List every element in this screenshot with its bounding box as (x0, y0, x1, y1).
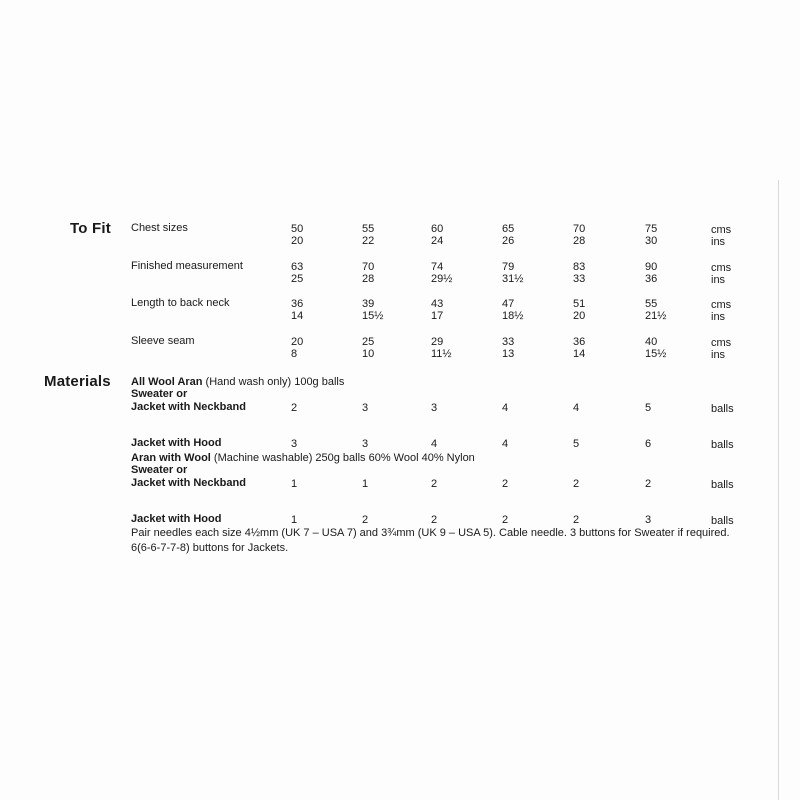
cms-value: 36 (573, 336, 586, 348)
cms-value: 90 (645, 261, 658, 273)
unit-ins: ins (711, 311, 726, 323)
cms-value: 51 (573, 298, 586, 310)
balls-value: 1 (291, 514, 298, 526)
balls-value: 2 (502, 478, 509, 490)
balls-value: 2 (573, 514, 580, 526)
to-fit-row-label: Sleeve seam (131, 335, 195, 347)
balls-value: 3 (362, 402, 369, 414)
cms-value: 33 (502, 336, 515, 348)
cms-value: 39 (362, 298, 375, 310)
balls-value: 4 (502, 402, 509, 414)
balls-value: 3 (431, 402, 438, 414)
cms-value: 20 (291, 336, 304, 348)
ins-value: 25 (291, 273, 304, 285)
garment-label-line1: Sweater or (131, 464, 188, 476)
unit-balls: balls (711, 479, 734, 491)
garment-label: Jacket with Hood (131, 437, 222, 449)
balls-value: 5 (573, 438, 580, 450)
balls-value: 1 (362, 478, 369, 490)
garment-label: Jacket with Neckband (131, 401, 246, 413)
ins-value: 36 (645, 273, 658, 285)
ins-value: 29½ (431, 273, 453, 285)
balls-value: 3 (291, 438, 298, 450)
materials-heading: Materials (44, 373, 111, 390)
cms-value: 63 (291, 261, 304, 273)
cms-value: 83 (573, 261, 586, 273)
ins-value: 20 (291, 235, 304, 247)
ins-value: 8 (291, 348, 298, 360)
balls-value: 3 (362, 438, 369, 450)
yarn-name: Aran with Wool (131, 452, 211, 464)
yarn-heading (131, 376, 344, 388)
cms-value: 65 (502, 223, 515, 235)
balls-value: 6 (645, 438, 652, 450)
cms-value: 50 (291, 223, 304, 235)
ins-value: 28 (362, 273, 375, 285)
cms-value: 40 (645, 336, 658, 348)
to-fit-row-label: Chest sizes (131, 222, 188, 234)
ins-value: 28 (573, 235, 586, 247)
yarn-description: (Hand wash only) 100g balls (202, 376, 345, 388)
ins-value: 26 (502, 235, 515, 247)
balls-value: 2 (291, 402, 298, 414)
cms-value: 29 (431, 336, 444, 348)
unit-balls: balls (711, 403, 734, 415)
unit-balls: balls (711, 439, 734, 451)
ins-value: 30 (645, 235, 658, 247)
unit-cms: cms (711, 224, 732, 236)
unit-cms: cms (711, 337, 732, 349)
ins-value: 33 (573, 273, 586, 285)
ins-value: 11½ (431, 348, 452, 360)
cms-value: 47 (502, 298, 515, 310)
balls-value: 3 (645, 514, 652, 526)
garment-label: Jacket with Neckband (131, 477, 246, 489)
to-fit-heading: To Fit (70, 220, 111, 237)
to-fit-row-label: Length to back neck (131, 297, 230, 309)
balls-value: 4 (573, 402, 580, 414)
ins-value: 17 (431, 310, 444, 322)
ins-value: 22 (362, 235, 375, 247)
cms-value: 74 (431, 261, 444, 273)
to-fit-row-label: Finished measurement (131, 260, 243, 272)
unit-ins: ins (711, 274, 726, 286)
cms-value: 75 (645, 223, 658, 235)
cms-value: 36 (291, 298, 304, 310)
ins-value: 24 (431, 235, 444, 247)
cms-value: 55 (645, 298, 658, 310)
balls-value: 2 (645, 478, 652, 490)
cms-value: 25 (362, 336, 375, 348)
yarn-heading (131, 452, 475, 464)
cms-value: 43 (431, 298, 444, 310)
ins-value: 21½ (645, 310, 667, 322)
yarn-name: All Wool Aran (131, 376, 203, 388)
balls-value: 2 (431, 478, 438, 490)
ins-value: 15½ (362, 310, 384, 322)
balls-value: 4 (431, 438, 438, 450)
balls-value: 5 (645, 402, 652, 414)
balls-value: 4 (502, 438, 509, 450)
balls-value: 2 (573, 478, 580, 490)
balls-value: 1 (291, 478, 298, 490)
page-edge-divider (778, 180, 779, 800)
ins-value: 10 (362, 348, 375, 360)
cms-value: 79 (502, 261, 515, 273)
unit-cms: cms (711, 262, 732, 274)
unit-balls: balls (711, 515, 734, 527)
yarn-description: (Machine washable) 250g balls 60% Wool 40% Nylon (210, 452, 475, 464)
cms-value: 55 (362, 223, 375, 235)
ins-value: 18½ (502, 310, 524, 322)
ins-value: 14 (573, 348, 586, 360)
unit-ins: ins (711, 236, 726, 248)
cms-value: 70 (573, 223, 586, 235)
ins-value: 15½ (645, 348, 667, 360)
cms-value: 60 (431, 223, 444, 235)
balls-value: 2 (502, 514, 509, 526)
ins-value: 13 (502, 348, 515, 360)
balls-value: 2 (362, 514, 369, 526)
ins-value: 31½ (502, 273, 524, 285)
unit-cms: cms (711, 299, 732, 311)
ins-value: 20 (573, 310, 586, 322)
balls-value: 2 (431, 514, 438, 526)
ins-value: 14 (291, 310, 304, 322)
garment-label: Jacket with Hood (131, 513, 222, 525)
unit-ins: ins (711, 349, 726, 361)
cms-value: 70 (362, 261, 375, 273)
materials-note: Pair needles each size 4½mm (UK 7 – USA 7) and 3¾mm (UK 9 – USA 5). Cable needle. 3 buttons for Sweater if required. 6(6-6-7-7-8) buttons for Jackets. (131, 527, 730, 554)
garment-label-line1: Sweater or (131, 388, 188, 400)
